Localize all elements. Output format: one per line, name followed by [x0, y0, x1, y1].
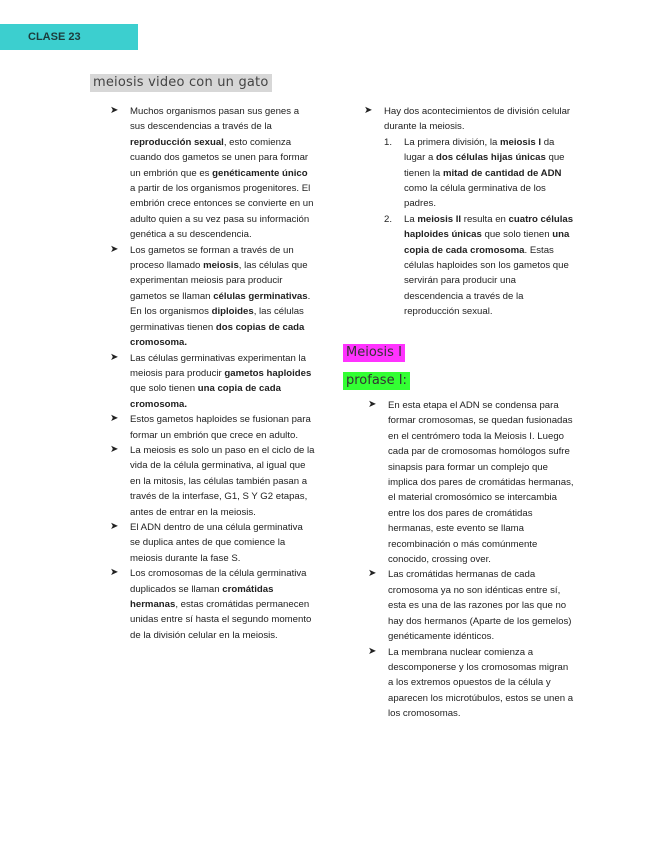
text-run: La primera división, la: [404, 136, 500, 148]
text-run: Los cromosomas de la célula germinativa duplicados se llaman: [130, 568, 307, 595]
list-item: [110, 566, 315, 643]
text-run: Las células germinativas experimentan la meiosis para producir: [130, 352, 306, 379]
text-run: Muchos organismos pasan sus genes a sus descendencias a través de la: [130, 106, 300, 133]
text-run: . En los organismos: [130, 290, 311, 318]
bold-text: cromátidas hermanas: [130, 583, 274, 610]
bold-text: células germinativas: [213, 290, 308, 302]
text-run: , las células que experimentan meiosis para producir gametos se llaman: [130, 260, 308, 302]
arrow-bullet-icon: ➤: [110, 351, 119, 363]
text-run: La membrana nuclear comienza a descomponerse y los cromosomas migran a los extremos opuestos de la célula y aparecen los microtúbulos, estos se unen a los cromosomas.: [388, 646, 574, 720]
right-top-bullet-list: [364, 104, 574, 320]
text-run: Las cromátidas hermanas de cada cromosoma ya no son idénticas entre sí, esta es una de las razones por las que no hay dos hermanos (Aparte de los gemelos) genéticamente idénticos.: [388, 569, 572, 643]
list-item: [368, 567, 574, 644]
text-run: , estas cromátidas permanecen unidas entre sí hasta el segundo momento de la división celular en la meiosis.: [130, 599, 312, 641]
list-item: [110, 412, 315, 443]
arrow-bullet-icon: ➤: [110, 567, 119, 579]
bold-text: una copia de cada cromosoma.: [130, 383, 281, 410]
bold-text: meiosis II: [417, 213, 462, 225]
text-run: Los gametos se forman a través de un proceso llamado: [130, 244, 294, 272]
text-run: da lugar a: [404, 136, 555, 164]
list-item: [110, 520, 315, 566]
text-run: El ADN dentro de una célula germinativa se duplica antes de que comience la meiosis durante la fase S.: [130, 521, 303, 564]
list-item: [110, 351, 315, 413]
text-run: . Estas células haploides son los gametos que servirán para producir una descendencia a través de la reproducción sexual.: [404, 244, 569, 318]
bold-text: dos copias de cada cromosoma.: [130, 321, 305, 349]
right-bullet-list: [368, 398, 574, 722]
right-bottom-column: [368, 398, 574, 722]
arrow-bullet-icon: ➤: [110, 520, 119, 532]
list-item: [368, 398, 574, 567]
arrow-bullet-icon: ➤: [368, 568, 377, 580]
arrow-bullet-icon: ➤: [110, 243, 119, 255]
meiosis-tag: Meiosis I: [343, 344, 405, 362]
numbered-list: [384, 135, 574, 320]
numbered-item: [384, 212, 574, 320]
list-item: [110, 443, 315, 520]
arrow-bullet-icon: ➤: [110, 105, 119, 116]
bold-text: genéticamente único: [212, 167, 308, 179]
text-run: como la célula germinativa de los padres.: [404, 183, 546, 210]
bold-text: reproducción sexual: [130, 136, 224, 148]
right-top-column: [364, 104, 574, 320]
number-label: 2.: [384, 213, 393, 225]
bold-text: diploides: [211, 306, 254, 318]
arrow-bullet-icon: ➤: [110, 443, 119, 455]
text-run: que tienen la: [404, 152, 565, 179]
left-column: [110, 104, 315, 643]
arrow-bullet-icon: ➤: [110, 413, 119, 425]
arrow-bullet-icon: ➤: [368, 645, 377, 657]
bold-text: cuatro células haploides únicas: [404, 213, 574, 241]
text-run: En esta etapa el ADN se condensa para formar cromosomas, se quedan fusionadas en el centrómero toda la Meiosis I. Luego cada par de cromosomas homólogos sufre sinapsis para formar un complejo que implica dos pares de cromátidas hermanas, el material cromosómico se intercambia entre los dos pares de cromátidas hermanas, este evento se llama recombinación o más comúnmente conocido, crossing over.: [388, 400, 574, 566]
text-run: La meiosis es solo un paso en el ciclo de la vida de la célula germinativa, al igual que en la mitosis, las células también pasan a través de la interfase, G1, S Y G2 etapas, antes de entrar en la meiosis.: [130, 444, 315, 518]
bold-text: gametos haploides: [224, 367, 312, 379]
bold-text: una copia de cada cromosoma: [404, 229, 570, 256]
text-run: resulta en: [461, 213, 509, 225]
list-item-text: Hay dos acontecimientos de división celular durante la meiosis.: [384, 106, 571, 133]
numbered-item: [384, 135, 574, 212]
list-item: [110, 243, 315, 351]
text-run: Estos gametos haploides se fusionan para formar un embrión que crece en adulto.: [130, 414, 311, 441]
profase-tag: profase I:: [343, 372, 410, 390]
left-bullet-list: [110, 104, 315, 643]
arrow-bullet-icon: ➤: [364, 105, 373, 116]
text-run: que solo tienen: [481, 229, 553, 241]
text-run: , esto comienza cuando dos gametos se unen para formar un embrión que es: [130, 136, 309, 179]
list-item: [368, 645, 574, 722]
text-run: La: [404, 213, 418, 225]
bold-text: meiosis I: [499, 136, 542, 148]
text-run: que solo tienen: [130, 383, 198, 395]
bold-text: mitad de cantidad de ADN: [442, 167, 562, 179]
arrow-bullet-icon: ➤: [368, 399, 377, 410]
bold-text: dos células hijas únicas: [436, 152, 546, 164]
number-label: 1.: [384, 136, 393, 148]
list-item: [110, 104, 315, 243]
section-heading: meiosis video con un gato: [90, 74, 272, 92]
text-run: a partir de los organismos progenitores. El embrión crece entonces se convierte en un adulto quien a su vez pasa su información genética a su descendencia.: [130, 183, 314, 241]
text-run: , las células germinativas tienen: [130, 306, 304, 333]
bold-text: meiosis: [203, 260, 239, 272]
class-banner: CLASE 23: [0, 24, 138, 50]
list-item: [364, 104, 574, 320]
